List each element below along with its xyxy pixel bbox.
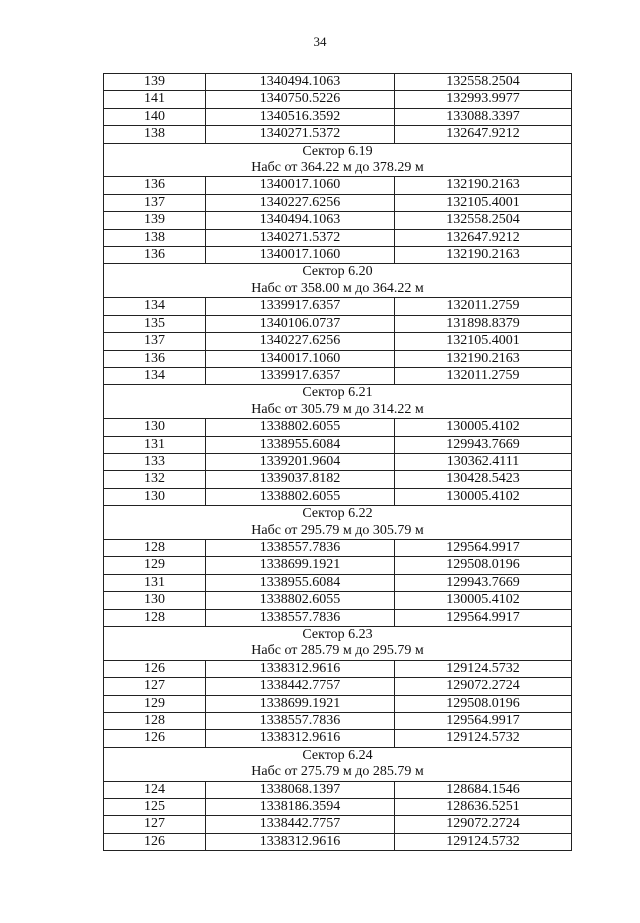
point-number-cell: 136 [104,177,206,194]
coordinate-x-cell: 1338557.7836 [206,713,395,730]
table-row [104,419,572,436]
table-row [104,126,572,143]
sector-title: Сектор 6.21 [302,385,373,401]
coordinate-x-cell: 1340017.1060 [206,350,395,367]
table-row [104,539,572,556]
sector-height-range: Набс от 285.79 м до 295.79 м [251,643,424,659]
point-number-cell: 131 [104,436,206,453]
table-row [104,247,572,264]
coordinate-y-cell: 130005.4102 [395,592,572,609]
coordinate-y-cell: 132558.2504 [395,74,572,91]
sector-title: Сектор 6.23 [302,627,373,642]
coordinate-y-cell: 130005.4102 [395,488,572,505]
coordinate-x-cell: 1340227.6256 [206,194,395,211]
point-number-cell: 126 [104,730,206,747]
coordinate-y-cell: 129508.0196 [395,557,572,574]
coordinate-y-cell: 129072.2724 [395,816,572,833]
coordinates-table-body [104,74,572,851]
table-row [104,350,572,367]
coordinate-x-cell: 1340106.0737 [206,315,395,332]
table-row [104,453,572,470]
point-number-cell: 141 [104,91,206,108]
point-number-cell: 124 [104,781,206,798]
coordinate-x-cell: 1340516.3592 [206,108,395,125]
coordinate-x-cell: 1338312.9616 [206,730,395,747]
coordinate-y-cell: 132993.9977 [395,91,572,108]
coordinate-x-cell: 1339917.6357 [206,298,395,315]
sector-header-cell [104,506,572,540]
coordinate-x-cell: 1340017.1060 [206,177,395,194]
point-number-cell: 129 [104,695,206,712]
table-row [104,730,572,747]
coordinate-x-cell: 1338802.6055 [206,488,395,505]
coordinate-y-cell: 129124.5732 [395,833,572,850]
coordinate-y-cell: 133088.3397 [395,108,572,125]
table-row [104,678,572,695]
point-number-cell: 136 [104,350,206,367]
coordinate-x-cell: 1340750.5226 [206,91,395,108]
point-number-cell: 138 [104,229,206,246]
coordinate-x-cell: 1338955.6084 [206,436,395,453]
point-number-cell: 128 [104,713,206,730]
table-row [104,660,572,677]
sector-height-range: Набс от 305.79 м до 314.22 м [251,401,424,417]
coordinate-x-cell: 1339917.6357 [206,367,395,384]
sector-title: Сектор 6.22 [302,506,373,522]
table-row [104,177,572,194]
coordinate-y-cell: 129943.7669 [395,436,572,453]
coordinate-x-cell: 1338186.3594 [206,799,395,816]
coordinate-x-cell: 1340494.1063 [206,212,395,229]
sector-height-range: Набс от 295.79 м до 305.79 м [251,522,424,538]
point-number-cell: 128 [104,539,206,556]
table-row [104,816,572,833]
coordinate-y-cell: 131898.8379 [395,315,572,332]
point-number-cell: 137 [104,333,206,350]
coordinate-y-cell: 130362.4111 [395,453,572,470]
coordinate-y-cell: 132011.2759 [395,298,572,315]
coordinate-x-cell: 1340271.5372 [206,126,395,143]
sector-header-cell [104,143,572,177]
table-row [104,574,572,591]
sector-header-cell [104,627,572,661]
point-number-cell: 134 [104,367,206,384]
point-number-cell: 133 [104,453,206,470]
coordinate-y-cell: 129564.9917 [395,539,572,556]
table-row [104,212,572,229]
coordinate-x-cell: 1338557.7836 [206,539,395,556]
coordinate-x-cell: 1338442.7757 [206,816,395,833]
coordinate-y-cell: 129124.5732 [395,660,572,677]
point-number-cell: 128 [104,609,206,626]
coordinate-x-cell: 1338557.7836 [206,609,395,626]
coordinate-x-cell: 1338955.6084 [206,574,395,591]
point-number-cell: 138 [104,126,206,143]
table-row [104,557,572,574]
sector-title: Сектор 6.19 [302,143,373,159]
sector-title: Сектор 6.24 [302,747,373,763]
sector-header-row [104,264,572,298]
point-number-cell: 126 [104,833,206,850]
coordinate-y-cell: 130005.4102 [395,419,572,436]
table-row [104,333,572,350]
coordinate-x-cell: 1338068.1397 [206,781,395,798]
coordinate-x-cell: 1338699.1921 [206,557,395,574]
coordinate-x-cell: 1340271.5372 [206,229,395,246]
point-number-cell: 139 [104,212,206,229]
sector-height-range: Набс от 358.00 м до 364.22 м [251,280,424,296]
sector-header-cell [104,385,572,419]
coordinate-x-cell: 1339037.8182 [206,471,395,488]
table-row [104,315,572,332]
point-number-cell: 134 [104,298,206,315]
sector-header-row [104,385,572,419]
table-row [104,367,572,384]
sector-height-range: Набс от 364.22 м до 378.29 м [251,160,424,176]
point-number-cell: 126 [104,660,206,677]
sector-header-cell [104,264,572,298]
coordinate-y-cell: 132647.9212 [395,229,572,246]
coordinate-y-cell: 129564.9917 [395,713,572,730]
point-number-cell: 127 [104,678,206,695]
table-row [104,298,572,315]
point-number-cell: 132 [104,471,206,488]
coordinate-y-cell: 129508.0196 [395,695,572,712]
coordinate-y-cell: 129124.5732 [395,730,572,747]
point-number-cell: 130 [104,592,206,609]
page-number: 34 [313,34,327,49]
coordinate-x-cell: 1338802.6055 [206,419,395,436]
coordinate-x-cell: 1338442.7757 [206,678,395,695]
sector-header-row [104,506,572,540]
coordinate-x-cell: 1340494.1063 [206,74,395,91]
table-row [104,609,572,626]
point-number-cell: 137 [104,194,206,211]
coordinate-y-cell: 132011.2759 [395,367,572,384]
sector-title: Сектор 6.20 [302,264,373,280]
table-row [104,592,572,609]
table-row [104,229,572,246]
table-row [104,833,572,850]
point-number-cell: 140 [104,108,206,125]
table-row [104,488,572,505]
coordinate-y-cell: 130428.5423 [395,471,572,488]
coordinate-x-cell: 1338312.9616 [206,660,395,677]
coordinate-x-cell: 1338802.6055 [206,592,395,609]
coordinate-y-cell: 132190.2163 [395,177,572,194]
coordinate-y-cell: 128684.1546 [395,781,572,798]
coordinate-y-cell: 129564.9917 [395,609,572,626]
coordinate-x-cell: 1339201.9604 [206,453,395,470]
point-number-cell: 130 [104,419,206,436]
coordinate-y-cell: 132190.2163 [395,350,572,367]
sector-header-row [104,627,572,661]
point-number-cell: 139 [104,74,206,91]
coordinate-y-cell: 132190.2163 [395,247,572,264]
point-number-cell: 127 [104,816,206,833]
table-row [104,471,572,488]
table-row [104,799,572,816]
coordinate-x-cell: 1340017.1060 [206,247,395,264]
coordinate-y-cell: 132105.4001 [395,194,572,211]
table-row [104,74,572,91]
coordinate-y-cell: 132647.9212 [395,126,572,143]
point-number-cell: 131 [104,574,206,591]
point-number-cell: 136 [104,247,206,264]
coordinate-x-cell: 1338699.1921 [206,695,395,712]
table-row [104,695,572,712]
point-number-cell: 135 [104,315,206,332]
coordinates-table [103,73,572,851]
coordinate-y-cell: 129943.7669 [395,574,572,591]
point-number-cell: 130 [104,488,206,505]
table-row [104,91,572,108]
sector-height-range: Набс от 275.79 м до 285.79 м [251,764,424,780]
sector-header-cell [104,747,572,781]
sector-header-row [104,143,572,177]
table-row [104,108,572,125]
coordinate-y-cell: 132105.4001 [395,333,572,350]
table-row [104,713,572,730]
table-row [104,194,572,211]
table-row [104,781,572,798]
coordinate-y-cell: 129072.2724 [395,678,572,695]
table-row [104,436,572,453]
coordinate-y-cell: 128636.5251 [395,799,572,816]
coordinate-x-cell: 1338312.9616 [206,833,395,850]
sector-header-row [104,747,572,781]
point-number-cell: 125 [104,799,206,816]
point-number-cell: 129 [104,557,206,574]
coordinate-y-cell: 132558.2504 [395,212,572,229]
coordinate-x-cell: 1340227.6256 [206,333,395,350]
